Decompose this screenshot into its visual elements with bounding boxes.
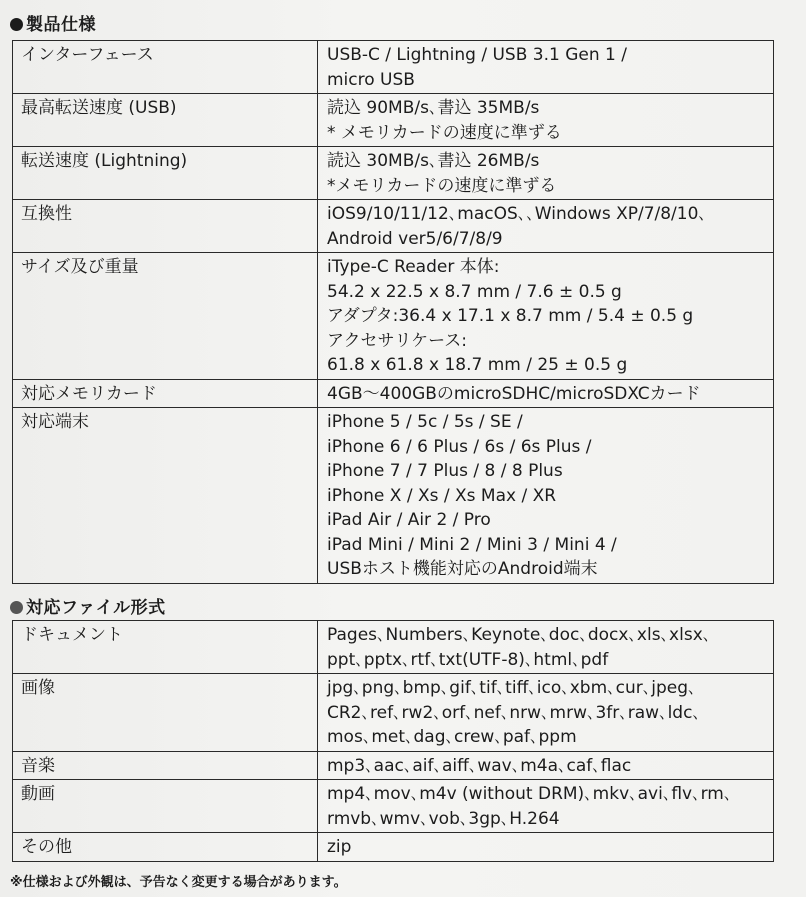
file-format-row [13,674,774,752]
row-label: 対応端末 [13,408,318,584]
value-line: USB-C / Lightning / USB 3.1 Gen 1 / [327,45,627,65]
file-format-table [12,620,774,862]
spec-table [12,40,774,584]
bullet-icon [10,601,23,614]
row-value [318,621,774,674]
row-label: 転送速度 (Lightning) [13,147,318,200]
value-line: mos､met､dag､crew､paf､ppm [327,727,577,747]
value-line: 54.2 x 22.5 x 8.7 mm / 7.6 ± 0.5 g [327,281,622,302]
row-label: 対応メモリカード [13,379,318,408]
value-line: *メモリカードの速度に準ずる [327,175,557,196]
spec-row [13,200,774,253]
value-line: 61.8 x 61.8 x 18.7 mm / 25 ± 0.5 g [327,355,628,375]
spec-row [13,253,774,380]
row-value [318,379,774,408]
row-label: インターフェース [13,41,318,94]
value-line: mp3､aac､aif､aiff､wav､m4a､caf､flac [327,755,632,776]
spec-row [13,41,774,94]
value-line: iPhone 7 / 7 Plus / 8 / 8 Plus [327,461,563,481]
value-line: 4GB～400GBのmicroSDHC/microSDXCカード [327,383,701,404]
file-format-row [13,751,774,780]
value-line: Pages､Numbers､Keynote､doc､docx､xls､xlsx､ [327,625,712,645]
row-value [318,751,774,780]
value-line: iOS9/10/11/12､macOS､､Windows XP/7/8/10､ [327,204,707,224]
row-value [318,408,774,584]
row-label: 動画 [13,780,318,833]
spec-section-title: 製品仕様 [26,15,96,35]
file-section-heading [10,593,166,618]
row-label: その他 [13,833,318,862]
file-format-row [13,833,774,862]
value-line: CR2､ref､rw2､orf､nef､nrw､mrw､3fr､raw､ldc､ [327,702,701,723]
row-value [318,94,774,147]
row-value [318,780,774,833]
row-value [318,147,774,200]
row-value [318,253,774,380]
row-label: 音楽 [13,751,318,780]
row-label: サイズ及び重量 [13,253,318,380]
bullet-icon [10,18,23,31]
value-line: mp4､mov､m4v (without DRM)､mkv､avi､flv､rm､ [327,784,733,804]
row-value [318,674,774,752]
value-line: iPhone 6 / 6 Plus / 6s / 6s Plus / [327,436,592,457]
row-value [318,833,774,862]
value-line: zip [327,837,352,857]
value-line: 読込 90MB/s､書込 35MB/s [327,98,540,118]
row-label: 画像 [13,674,318,752]
file-section-title: 対応ファイル形式 [26,598,166,618]
spec-row [13,147,774,200]
value-line: Android ver5/6/7/8/9 [327,228,503,249]
spec-row [13,379,774,408]
value-line: iType-C Reader 本体: [327,257,500,277]
row-value [318,41,774,94]
value-line: iPad Air / Air 2 / Pro [327,510,491,530]
value-line: * メモリカードの速度に準ずる [327,122,562,143]
spec-section-heading [10,10,96,35]
value-line: アダプタ:36.4 x 17.1 x 8.7 mm / 5.4 ± 0.5 g [327,306,694,326]
row-label: 最高転送速度 (USB) [13,94,318,147]
spec-row [13,408,774,584]
value-line: jpg､png､bmp､gif､tif､tiff､ico､xbm､cur､jpeg､ [327,678,697,698]
value-line: 読込 30MB/s､書込 26MB/s [327,151,540,171]
value-line: ppt､pptx､rtf､txt(UTF-8)､html､pdf [327,649,609,670]
value-line: アクセサリケース: [327,330,468,351]
value-line: micro USB [327,69,415,90]
value-line: USBホスト機能対応のAndroid端末 [327,559,598,579]
row-label: ドキュメント [13,621,318,674]
file-format-row [13,621,774,674]
value-line: iPhone X / Xs / Xs Max / XR [327,485,557,506]
value-line: iPhone 5 / 5c / 5s / SE / [327,412,523,432]
row-label: 互換性 [13,200,318,253]
row-value [318,200,774,253]
footnote: ※仕様および外観は、予告なく変更する場合があります。 [10,875,347,890]
value-line: rmvb､wmv､vob､3gp､H.264 [327,808,560,829]
value-line: iPad Mini / Mini 2 / Mini 3 / Mini 4 / [327,534,617,555]
spec-row [13,94,774,147]
file-format-row [13,780,774,833]
